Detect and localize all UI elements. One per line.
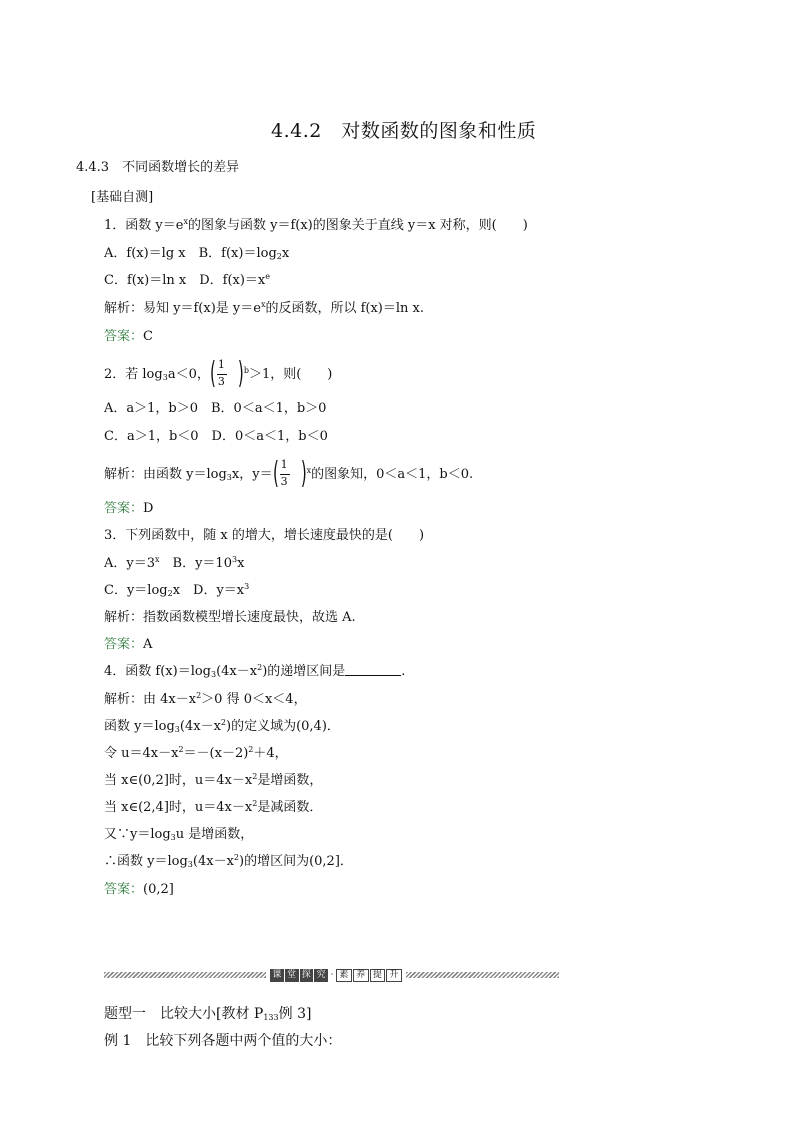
- q4-analysis-line7: ∴函数 $y=\log_3(4x-x^2)$的增区间为(0,2]．: [104, 853, 353, 869]
- section-banner: [104, 969, 559, 983]
- q1-analysis: 解析：易知 y＝f(x)是 $y=e^x$的反函数，所以 f(x)＝ln x.: [104, 300, 424, 316]
- q4-answer: 答案：(0,2]: [104, 882, 174, 897]
- q4-analysis-line3: 令 $u=4x-x^2=-(x-2)^2+4$，: [104, 745, 288, 761]
- q4-stem: 4．函数 $f(x)=\log_3(4x-x^2)$的递增区间是 .: [104, 663, 406, 679]
- q2-options-cd: C．a＞1，b＜0 D．0＜a＜1，b＜0: [104, 429, 328, 444]
- section-label: [基础自测]: [91, 190, 154, 205]
- example1: 例 1 比较下列各题中两个值的大小：: [104, 1033, 342, 1049]
- banner-char: 究: [314, 969, 328, 982]
- q3-options-cd: C．$y=\log_2x$ D．$y=x^3$: [104, 582, 250, 598]
- q3-answer: 答案：A: [104, 637, 153, 652]
- q1-stem: 1．函数 $y=e^x$的图象与函数 y＝f(x)的图象关于直线 y＝x 对称，则( ): [104, 217, 528, 233]
- banner-char: 养: [353, 969, 369, 982]
- banner-stripe-right: [406, 972, 559, 978]
- fraction-one-third: ( 1 3 ): [209, 356, 244, 391]
- q4-analysis-line6: 又$\because y=\log_3u$ 是增函数，: [104, 827, 254, 842]
- q3-options-ab: A．$y=3^x$ B．$y=10^3x$: [104, 555, 245, 571]
- q1-options-ab: A．f(x)＝lg x B．$f(x)=\log_2x$: [104, 246, 290, 261]
- q1-options-cd: C．f(x)＝ln x D．$f(x)=x^e$: [104, 272, 271, 288]
- q3-analysis: 解析：指数函数模型增长速度最快，故选 A.: [104, 610, 356, 625]
- banner-char: 课: [270, 969, 284, 982]
- banner-dot: ·: [330, 970, 334, 980]
- banner-char: 探: [300, 969, 314, 982]
- banner-badge: [270, 969, 402, 982]
- page-subtitle: 4.4.3 不同函数增长的差异: [76, 160, 240, 175]
- q4-analysis-line4: 当 x∈(0,2]时，$u=4x-x^2$是增函数，: [104, 772, 323, 788]
- q2-stem: 2．若 $\log_3a<0$， ( 1 3 ) $^b$＞1，则( ): [104, 356, 333, 391]
- banner-char: 升: [386, 969, 402, 982]
- q4-analysis-line1: 解析：由 $4x-x^2>0$ 得 0＜x＜4，: [104, 691, 307, 707]
- q2-answer: 答案：D: [104, 501, 154, 516]
- q3-stem: 3．下列函数中，随 x 的增大，增长速度最快的是( ): [104, 528, 425, 543]
- page-title: 4.4.2 对数函数的图象和性质: [271, 120, 537, 142]
- banner-stripe-left: [104, 972, 266, 978]
- q4-analysis-line5: 当 x∈(2,4]时，$u=4x-x^2$是减函数．: [104, 799, 323, 815]
- type1-heading: 题型一 比较大小[教材 $P_{133}$例 3]: [104, 1006, 312, 1022]
- banner-char: 堂: [285, 969, 299, 982]
- q2-analysis: 解析：由函数 $y=\log_3x$，y＝ ( 1 3 ) $^x$的图象知，0＜a＜1，b＜0.: [104, 456, 474, 491]
- q1-answer: 答案：C: [104, 329, 153, 344]
- q2-options-ab: A．a＞1，b＞0 B．0＜a＜1，b＞0: [104, 401, 327, 416]
- banner-char: 素: [336, 969, 352, 982]
- answer-blank: [345, 662, 401, 676]
- fraction-one-third: ( 1 3 ): [272, 456, 307, 491]
- banner-char: 提: [370, 969, 386, 982]
- q4-analysis-line2: 函数 $y=\log_3(4x-x^2)$的定义域为(0,4)．: [104, 718, 340, 734]
